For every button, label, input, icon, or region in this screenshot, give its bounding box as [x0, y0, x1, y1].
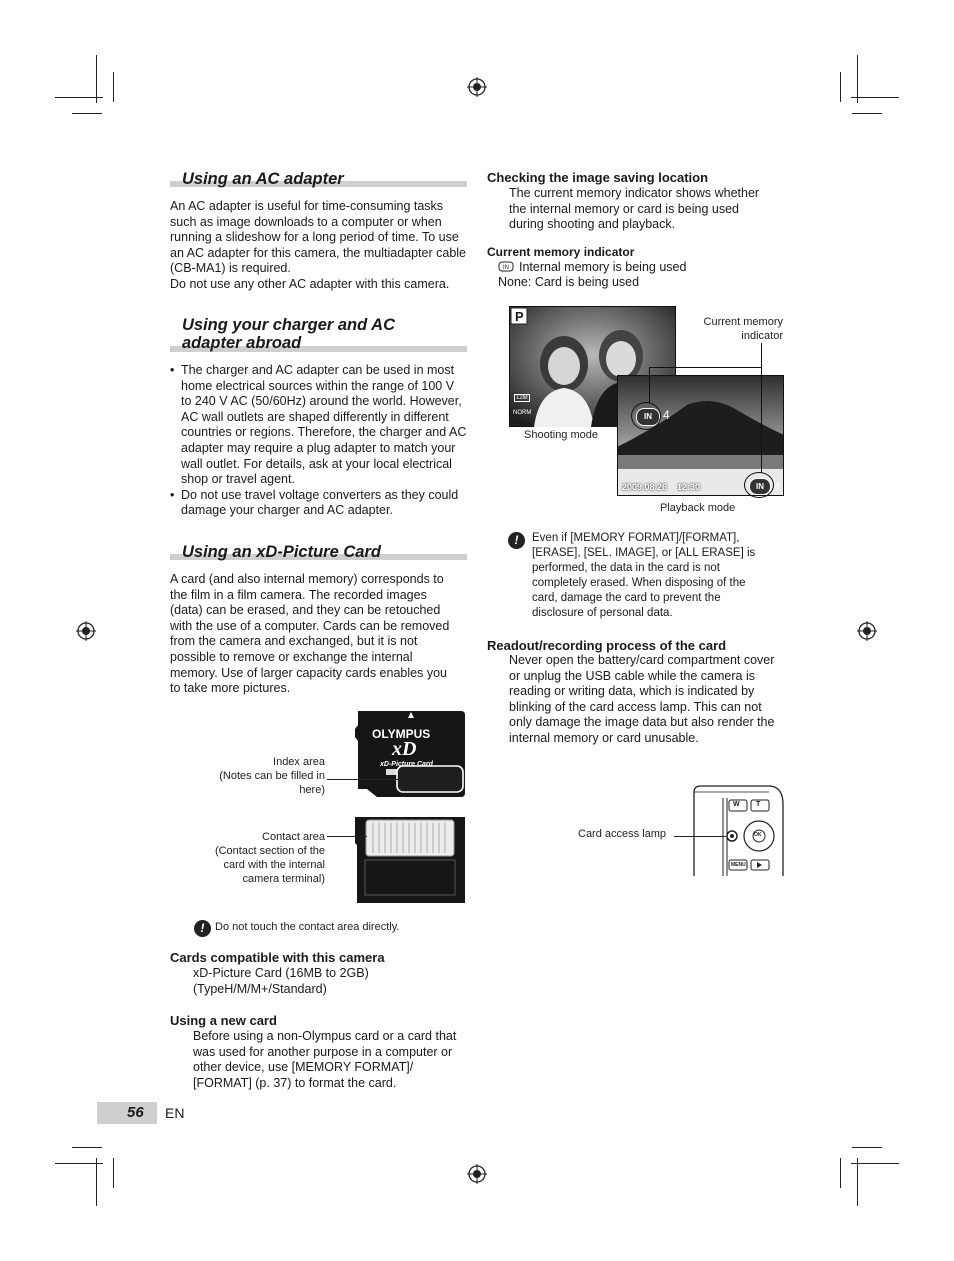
compatible-body: [193, 966, 369, 997]
memory-indicator-badge: IN: [749, 478, 771, 495]
leader-line: [327, 779, 399, 780]
crop-mark: [857, 55, 858, 103]
crop-mark: [72, 1147, 102, 1148]
compatible-line: (TypeH/M/M+/Standard): [193, 981, 327, 996]
label-line: card with the internal: [223, 859, 325, 871]
frame-number: 3: [774, 481, 780, 492]
crop-mark: [852, 1147, 882, 1148]
callout-circle: [744, 472, 774, 498]
crop-mark: [857, 1158, 858, 1206]
xd-card-back-illustration: [353, 815, 467, 907]
crop-mark: [113, 72, 114, 102]
xd-card-body: A card (and also internal memory) corresponds to the film in a film camera. The recorded images (data) can be erased, and they can be retouched with the use of a computer. Cards can be removed from the camera and exchanged, but it is not possible to remove or exchange the internal memory. Use of larger capacity cards enables you to take more pictures.: [170, 572, 450, 696]
readout-body: Never open the battery/card compartment cover or unplug the USB cable while the camera is reading or writing data, which is indicated by blinking of the card access lamp. This can not only damage the image data but also render the internal memory or card unusable.: [509, 653, 775, 745]
indicator-line-card: None: Card is being used: [498, 275, 640, 289]
caution-icon: !: [194, 920, 211, 937]
contact-caution-note: Do not touch the contact area directly.: [215, 921, 400, 933]
indicator-line-internal: Internal memory is being used: [519, 260, 687, 274]
playback-mode-label: Playback mode: [660, 502, 736, 514]
label-line: Contact area: [262, 831, 325, 843]
label-line: (Notes can be filled in: [219, 770, 325, 782]
playback-time: 12:30: [677, 482, 701, 492]
readout-heading: Readout/recording process of the card: [487, 638, 727, 653]
internal-memory-icon: [498, 261, 514, 272]
playback-date: 2009.08.26: [622, 482, 668, 492]
card-access-lamp-label: Card access lamp: [578, 828, 667, 840]
compatible-heading: Cards compatible with this camera: [170, 950, 385, 965]
new-card-heading: Using a new card: [170, 1013, 277, 1028]
charger-bullets: [170, 363, 467, 519]
crop-mark: [72, 113, 102, 114]
shooting-mode-label: Shooting mode: [524, 429, 598, 441]
mode-letter: P: [515, 309, 524, 324]
section-title-xd-card: Using an xD-Picture Card: [182, 543, 381, 561]
callout-circle: [631, 402, 661, 430]
callout-line-text: Current memory: [703, 316, 783, 328]
crop-mark: [852, 113, 882, 114]
memory-indicator-badge: IN: [636, 408, 660, 426]
card-name: xD-Picture Card: [380, 761, 433, 768]
card-logo: xD: [392, 738, 417, 760]
crop-mark: [96, 55, 97, 103]
language-label: EN: [165, 1105, 185, 1121]
ac-adapter-body: [170, 199, 467, 293]
crop-mark: [840, 72, 841, 102]
crop-mark: [113, 1158, 114, 1188]
zoom-w-button-label: W: [733, 801, 740, 808]
format-caution: Even if [MEMORY FORMAT]/[FORMAT], [ERASE], [SEL. IMAGE], or [ALL ERASE] is performed, the data in the card is not completely erased. When disposing of the card, damage the card to prevent the disclosure of personal data.: [532, 532, 756, 619]
bullet-item: • Do not use travel voltage converters as they could damage your charger and AC adapter.: [170, 488, 467, 519]
indicator-heading: Current memory indicator: [487, 245, 635, 259]
leader-line: [674, 836, 726, 837]
section-title-charger-abroad: [182, 316, 395, 352]
crop-mark: [851, 97, 899, 98]
label-line: camera terminal): [242, 873, 325, 885]
leader-line: [327, 836, 367, 837]
memory-indicator-callout: [683, 315, 783, 343]
checking-heading: Checking the image saving location: [487, 170, 709, 185]
crop-mark: [96, 1158, 97, 1206]
zoom-t-button-label: T: [756, 801, 761, 808]
new-card-body: Before using a non-Olympus card or a card that was used for another purpose in a computer or other device, use [MEMORY FORMAT]/ [FORMAT] (p. 37) to format the card.: [193, 1029, 457, 1090]
card-brand: OLYMPUS: [372, 727, 431, 741]
title-line: Using your charger and AC: [182, 316, 396, 334]
page-number: 56: [127, 1104, 144, 1121]
shots-left: 4: [663, 408, 670, 422]
registration-mark-icon: [467, 77, 487, 97]
index-area-label: [190, 755, 325, 797]
label-line: Index area: [273, 756, 325, 768]
crop-mark: [851, 1163, 899, 1164]
caution-icon: !: [508, 532, 525, 549]
label-line: here): [299, 784, 325, 796]
svg-text:IN: IN: [503, 265, 509, 271]
registration-mark-icon: [857, 621, 877, 641]
section-title-ac-adapter: Using an AC adapter: [182, 170, 344, 188]
registration-mark-icon: [467, 1164, 487, 1184]
callout-line: [649, 367, 761, 368]
ok-button-label: OK: [754, 832, 762, 838]
lcd-size-indicator: 12M: [516, 395, 528, 401]
checking-body: The current memory indicator shows whether the internal memory or card is being used during shooting and playback.: [509, 186, 760, 232]
callout-line-text: indicator: [741, 330, 783, 342]
registration-mark-icon: [76, 621, 96, 641]
label-line: (Contact section of the: [214, 845, 325, 857]
bullet-item: • The charger and AC adapter can be used in most home electrical sources within the range of 100 V to 240 V AC (50/60Hz) around the world. However, AC wall outlets are shaped differently in different countries or regions. Therefore, the charger and AC adapter may require a plug adapter to match your wall outlet. For details, ask at your local electrical shop or travel agent.: [170, 363, 467, 488]
callout-line: [649, 367, 650, 403]
lcd-quality-indicator: NORM: [513, 410, 532, 416]
menu-button-label: MENU: [731, 862, 746, 868]
ac-adapter-paragraph: An AC adapter is useful for time-consuming tasks such as image downloads to a computer or when running a slideshow for a long period of time. To use an AC adapter for this camera, the multiadapter cable (CB-MA1) is required.: [170, 199, 466, 276]
compatible-line: xD-Picture Card (16MB to 2GB): [193, 966, 369, 980]
contact-area-label: [180, 830, 325, 886]
crop-mark: [840, 1158, 841, 1188]
title-line: adapter abroad: [182, 334, 302, 352]
ac-adapter-warning: Do not use any other AC adapter with this camera.: [170, 276, 450, 291]
callout-line: [761, 343, 762, 473]
